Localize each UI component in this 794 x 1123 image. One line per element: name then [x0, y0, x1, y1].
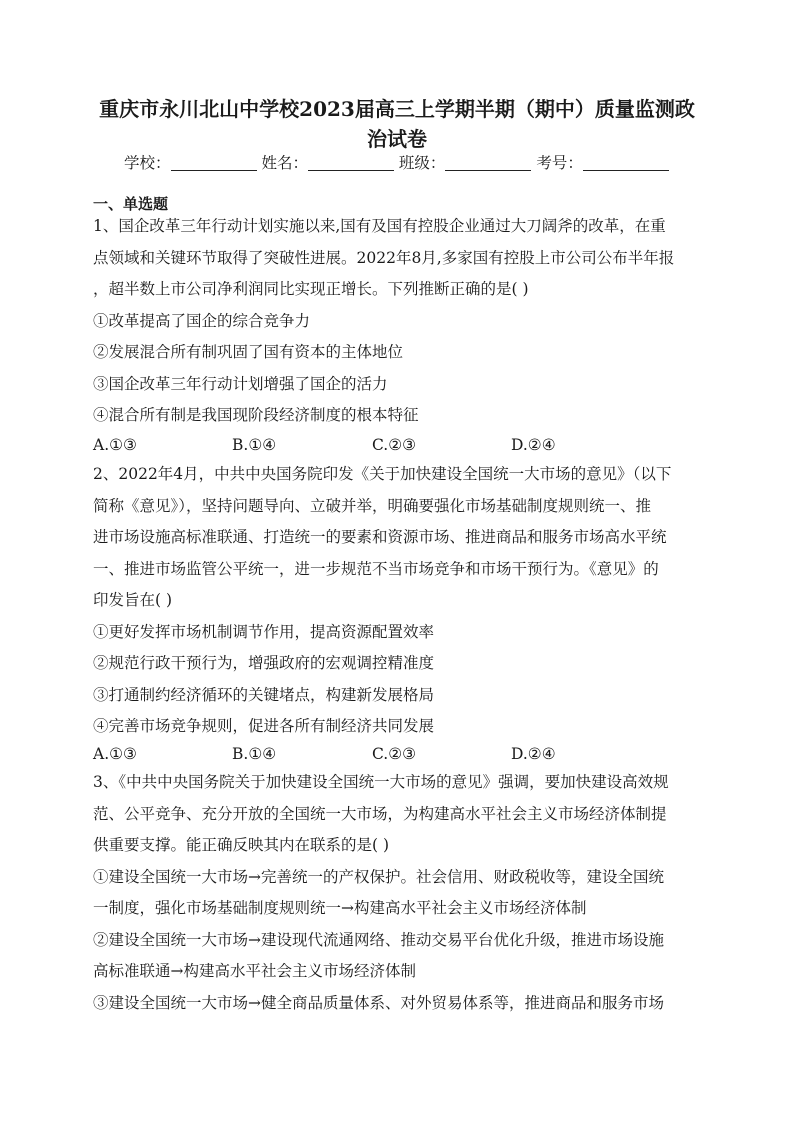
- option-a[interactable]: A.①③: [93, 745, 137, 763]
- section-heading: 一、单选题: [93, 195, 169, 213]
- option-b[interactable]: B.①④: [232, 436, 277, 454]
- name-field[interactable]: [308, 154, 394, 171]
- student-info-row: [124, 152, 669, 174]
- question-stem-line: 简称《意见》），坚持问题导向、立破并举，明确要强化市场基础制度规则统一、推: [93, 496, 652, 515]
- option-d[interactable]: D.②④: [511, 745, 556, 763]
- exam-no-label: 考号：: [536, 154, 583, 172]
- option-a[interactable]: A.①③: [93, 436, 137, 454]
- statement: 一制度，强化市场基础制度规则统一→构建高水平社会主义市场经济体制: [93, 899, 587, 917]
- school-label: 学校：: [124, 154, 171, 172]
- statement: ①建设全国统一大市场→完善统一的产权保护。社会信用、财政税收等，建设全国统: [93, 867, 664, 886]
- question-stem-line: 1、国企改革三年行动计划实施以来,国有及国有控股企业通过大刀阔斧的改革，在重: [93, 217, 666, 235]
- exam-title-line-2: 治试卷: [367, 127, 427, 151]
- question-3: [93, 767, 705, 1019]
- statement: ④完善市场竞争规则，促进各所有制经济共同发展: [93, 717, 435, 735]
- question-2: [93, 459, 705, 743]
- question-stem-line: ，超半数上市公司净利润同比实现正增长。下列推断正确的是( ): [93, 280, 529, 298]
- option-c[interactable]: C.②③: [372, 745, 417, 763]
- statement: ④混合所有制是我国现阶段经济制度的根本特征: [93, 406, 419, 424]
- school-field[interactable]: [171, 154, 257, 171]
- class-field[interactable]: [445, 154, 531, 171]
- option-b[interactable]: B.①④: [232, 745, 277, 763]
- exam-no-field[interactable]: [583, 154, 669, 171]
- statement: ③建设全国统一大市场→健全商品质量体系、对外贸易体系等，推进商品和服务市场: [93, 993, 664, 1012]
- statement: ②规范行政干预行为，增强政府的宏观调控精准度: [93, 654, 435, 672]
- question-stem-line: 3、《中共中央国务院关于加快建设全国统一大市场的意见》强调，要加快建设高效规: [93, 773, 669, 791]
- statement: ②建设全国统一大市场→建设现代流通网络、推动交易平台优化升级，推进市场设施: [93, 930, 664, 949]
- question-stem-line: 范、公平竞争、充分开放的全国统一大市场，为构建高水平社会主义市场经济体制提: [93, 804, 667, 823]
- question-stem-line: 2、2022年4月，中共中央国务院印发《关于加快建设全国统一大市场的意见》（以下: [93, 465, 672, 483]
- question-stem-line: 供重要支撑。能正确反映其内在联系的是( ): [93, 836, 390, 854]
- class-label: 班级：: [398, 154, 446, 172]
- statement: 高标准联通→构建高水平社会主义市场经济体制: [93, 962, 416, 980]
- option-c[interactable]: C.②③: [372, 436, 417, 454]
- name-label: 姓名：: [261, 154, 308, 172]
- exam-title-line-1: 重庆市永川北山中学校2023届高三上学期半期（期中）质量监测政: [99, 97, 695, 121]
- statement: ②发展混合所有制巩固了国有资本的主体地位: [93, 343, 404, 361]
- statement: ③国企改革三年行动计划增强了国企的活力: [93, 374, 388, 393]
- statement: ③打通制约经济循环的关键堵点，构建新发展格局: [93, 685, 435, 704]
- question-1: [93, 211, 705, 432]
- question-stem-line: 印发旨在( ): [93, 591, 173, 609]
- option-d[interactable]: D.②④: [511, 436, 556, 454]
- statement: ①更好发挥市场机制调节作用，提高资源配置效率: [93, 622, 435, 641]
- exam-title: [90, 94, 704, 154]
- question-stem-line: 进市场设施高标准联通、打造统一的要素和资源市场、推进商品和服务市场高水平统: [93, 528, 667, 546]
- statement: ①改革提高了国企的综合竞争力: [93, 311, 311, 330]
- question-stem-line: 点领域和关键环节取得了突破性进展。2022年8月,多家国有控股上市公司公布半年报: [93, 248, 675, 267]
- question-stem-line: 一、推进市场监管公平统一，进一步规范不当市场竞争和市场干预行为。《意见》的: [93, 559, 659, 578]
